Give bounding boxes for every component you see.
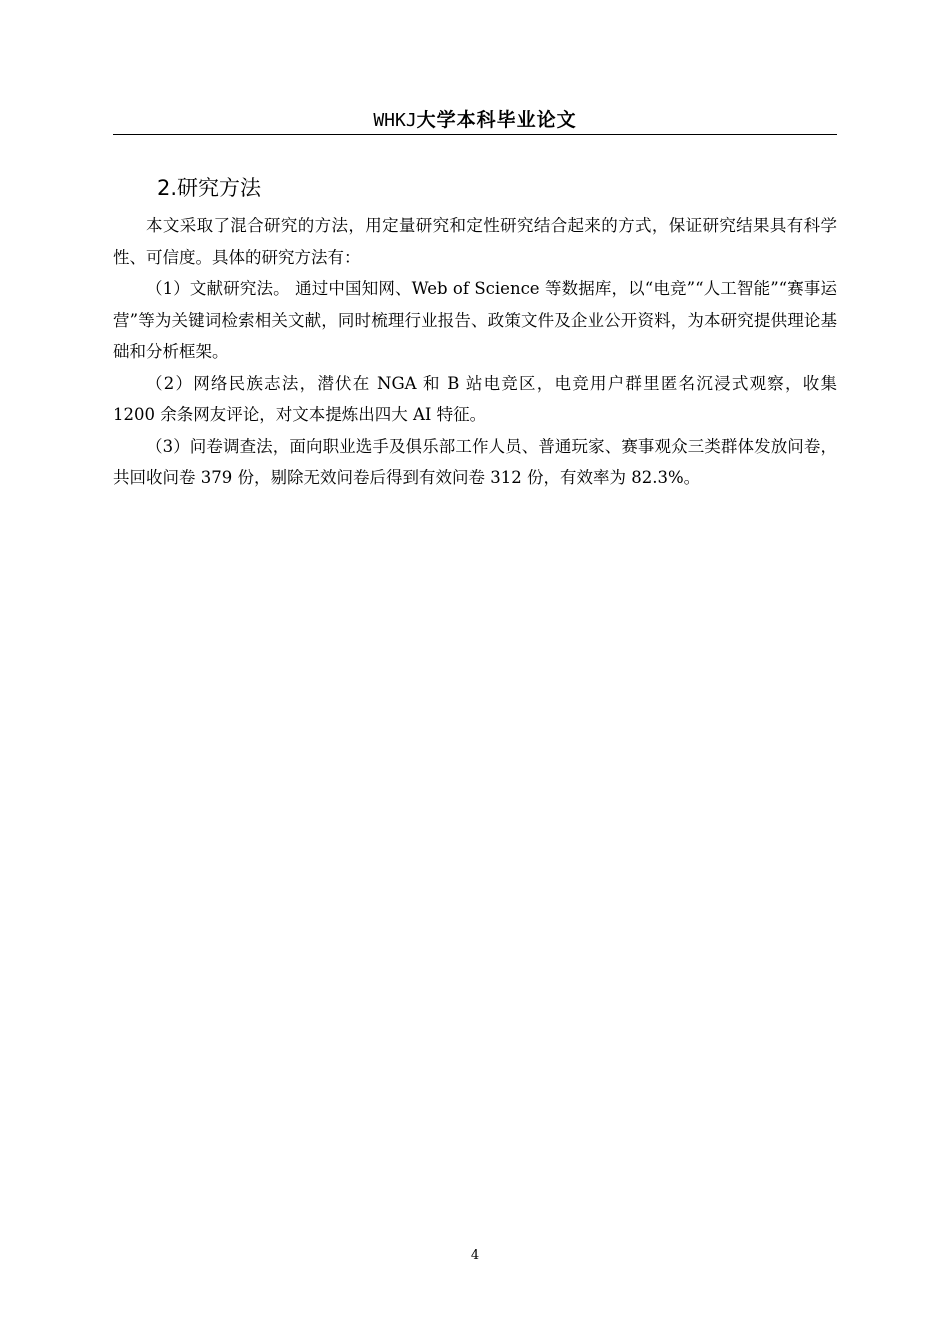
- running-header-title: 大学本科毕业论文: [416, 109, 577, 131]
- section-heading: 2.研究方法: [157, 176, 262, 200]
- body-text: [113, 210, 837, 494]
- paragraph-method-3: （3）问卷调查法，面向职业选手及俱乐部工作人员、普通玩家、赛事观众三类群体发放问卷，共回收问卷 379 份，剔除无效问卷后得到有效问卷 312 份，有效率为 82.3%。: [113, 436, 837, 487]
- running-header: [0, 105, 950, 132]
- paragraph-method-2: （2）网络民族志法，潜伏在 NGA 和 B 站电竞区，电竞用户群里匿名沉浸式观察，收集 1200 余条网友评论，对文本提炼出四大 AI 特征。: [113, 373, 837, 424]
- running-header-latin: WHKJ: [373, 110, 417, 131]
- header-rule: [113, 134, 837, 135]
- paragraph-method-1: （1）文献研究法。 通过中国知网、Web of Science 等数据库，以“电竞”“人工智能”“赛事运营”等为关键词检索相关文献，同时梳理行业报告、政策文件及企业公开资料，为本研究提供理论基础和分析框架。: [113, 279, 837, 361]
- page-number: 4: [470, 1248, 480, 1263]
- paragraph-intro: 本文采取了混合研究的方法，用定量研究和定性研究结合起来的方式，保证研究结果具有科学性、可信度。具体的研究方法有：: [113, 216, 837, 267]
